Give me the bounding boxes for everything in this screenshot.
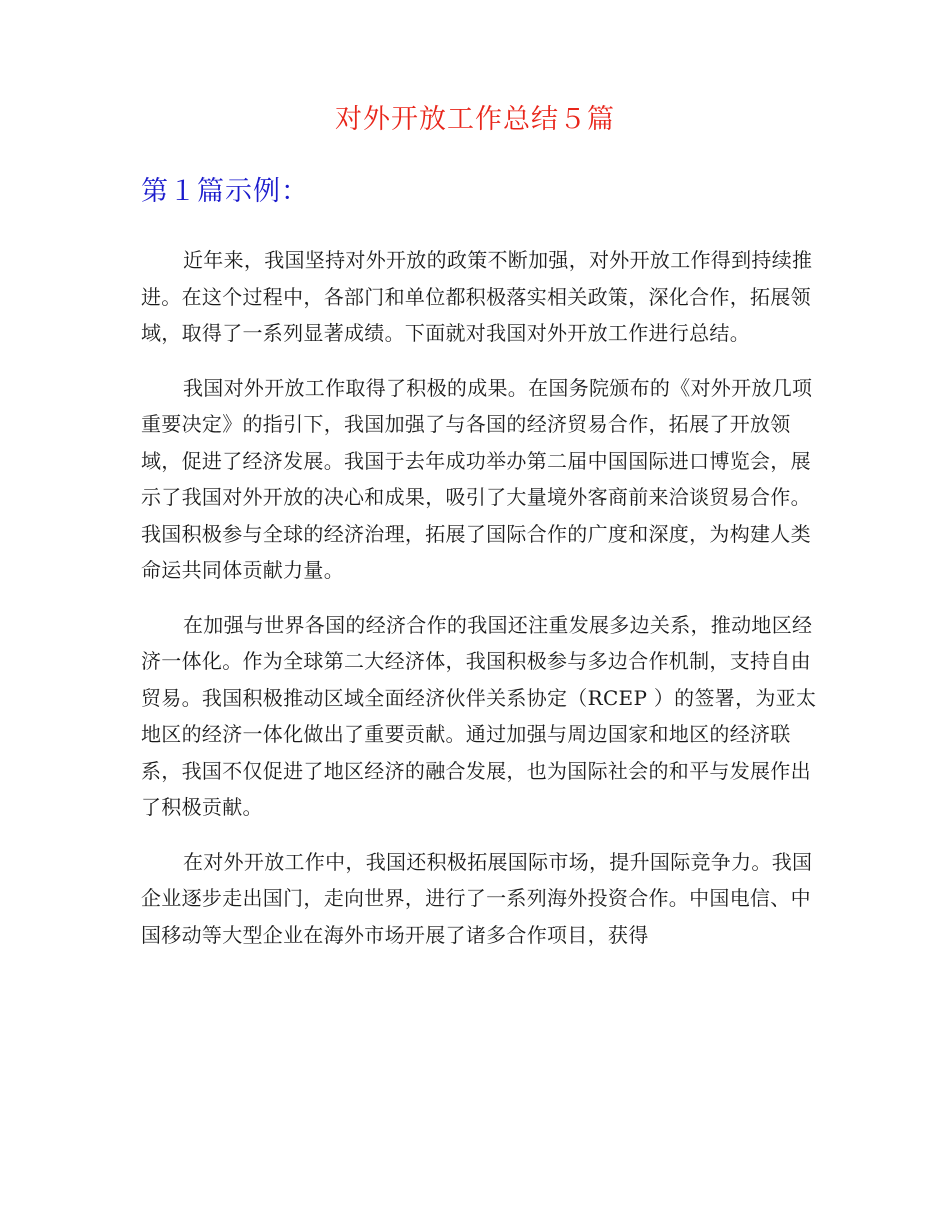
section-heading: 第１篇示例：: [141, 176, 309, 207]
document-title: 对外开放工作总结５篇: [335, 104, 615, 135]
paragraph-3: 在加强与世界各国的经济合作的我国还注重发展多边关系，推动地区经济一体化。作为全球第二大经济体，我国积极参与多边合作机制，支持自由贸易。我国积极推动区域全面经济伙伴关系协定（RCEP ）的签署，为亚太地区的经济一体化做出了重要贡献。通过加强与周边国家和地区的经济联系，我国不仅促进了地区经济的融合发展，也为国际社会的和平与发展作出了积极贡献。: [141, 612, 817, 819]
paragraph-1: 近年来，我国坚持对外开放的政策不断加强，对外开放工作得到持续推进。在这个过程中，各部门和单位都积极落实相关政策，深化合作，拓展领域，取得了一系列显著成绩。下面就对我国对外开放工作进行总结。: [141, 248, 813, 345]
paragraph-2: 我国对外开放工作取得了积极的成果。在国务院颁布的《对外开放几项重要决定》的指引下，我国加强了与各国的经济贸易合作，拓展了开放领域，促进了经济发展。我国于去年成功举办第二届中国国际进口博览会，展示了我国对外开放的决心和成果，吸引了大量境外客商前来洽谈贸易合作。我国积极参与全球的经济治理，拓展了国际合作的广度和深度，为构建人类命运共同体贡献力量。: [141, 375, 813, 582]
paragraph-4: 在对外开放工作中，我国还积极拓展国际市场，提升国际竞争力。我国企业逐步走出国门，走向世界，进行了一系列海外投资合作。中国电信、中国移动等大型企业在海外市场开展了诸多合作项目，获得: [141, 849, 813, 947]
document-body: [141, 242, 831, 971]
